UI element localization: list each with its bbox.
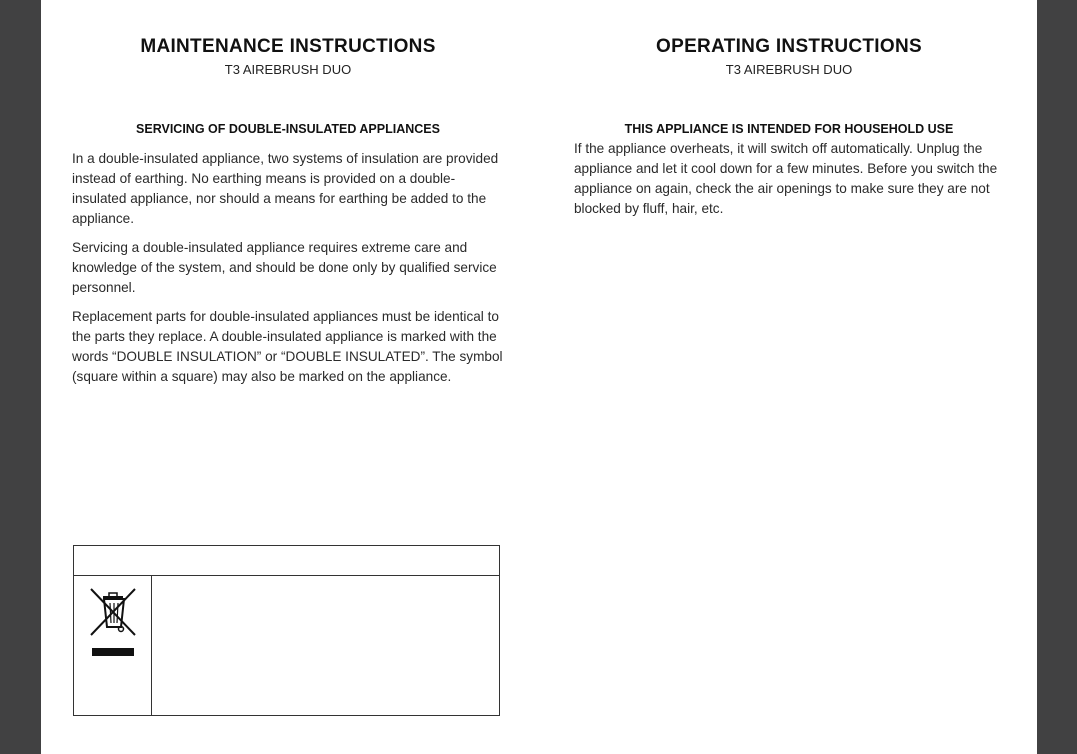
page-subtitle: T3 AIREBRUSH DUO	[725, 62, 853, 77]
weee-box-header	[74, 546, 499, 576]
page-title: OPERATING INSTRUCTIONS	[656, 36, 922, 57]
paragraph: Servicing a double-insulated appliance requires extreme care and knowledge of the system, and should be done only by qualified service personnel.	[72, 240, 497, 295]
paragraph: In a double-insulated appliance, two systems of insulation are provided instead of earthing. No earthing means is provided on a double-insulated appliance, nor should a means for earthing be added to the appliance.	[72, 151, 499, 226]
weee-underline-bar	[92, 648, 134, 656]
section-heading: THIS APPLIANCE IS INTENDED FOR HOUSEHOLD USE	[624, 122, 954, 136]
weee-box-body	[74, 576, 499, 715]
crossed-out-wheelie-bin-icon	[88, 587, 138, 639]
paragraph: Replacement parts for double-insulated appliances must be identical to the parts they replace. A double-insulated appliance is marked with the words “DOUBLE INSULATION” or “DOUBLE INSULATED”. The symbol (square within a square) may also be marked on the appliance.	[72, 309, 503, 384]
page-subtitle: T3 AIREBRUSH DUO	[224, 62, 352, 77]
section-heading: SERVICING OF DOUBLE-INSULATED APPLIANCES	[136, 122, 440, 136]
weee-icon-cell	[74, 576, 152, 715]
page-title: MAINTENANCE INSTRUCTIONS	[140, 36, 436, 57]
document-page	[41, 0, 1037, 754]
paragraph: If the appliance overheats, it will switch off automatically. Unplug the appliance and let it cool down for a few minutes. Before you switch the appliance on again, check the air openings to make sure they are not blocked by fluff, hair, etc.	[574, 141, 998, 216]
weee-disposal-box	[73, 545, 500, 716]
